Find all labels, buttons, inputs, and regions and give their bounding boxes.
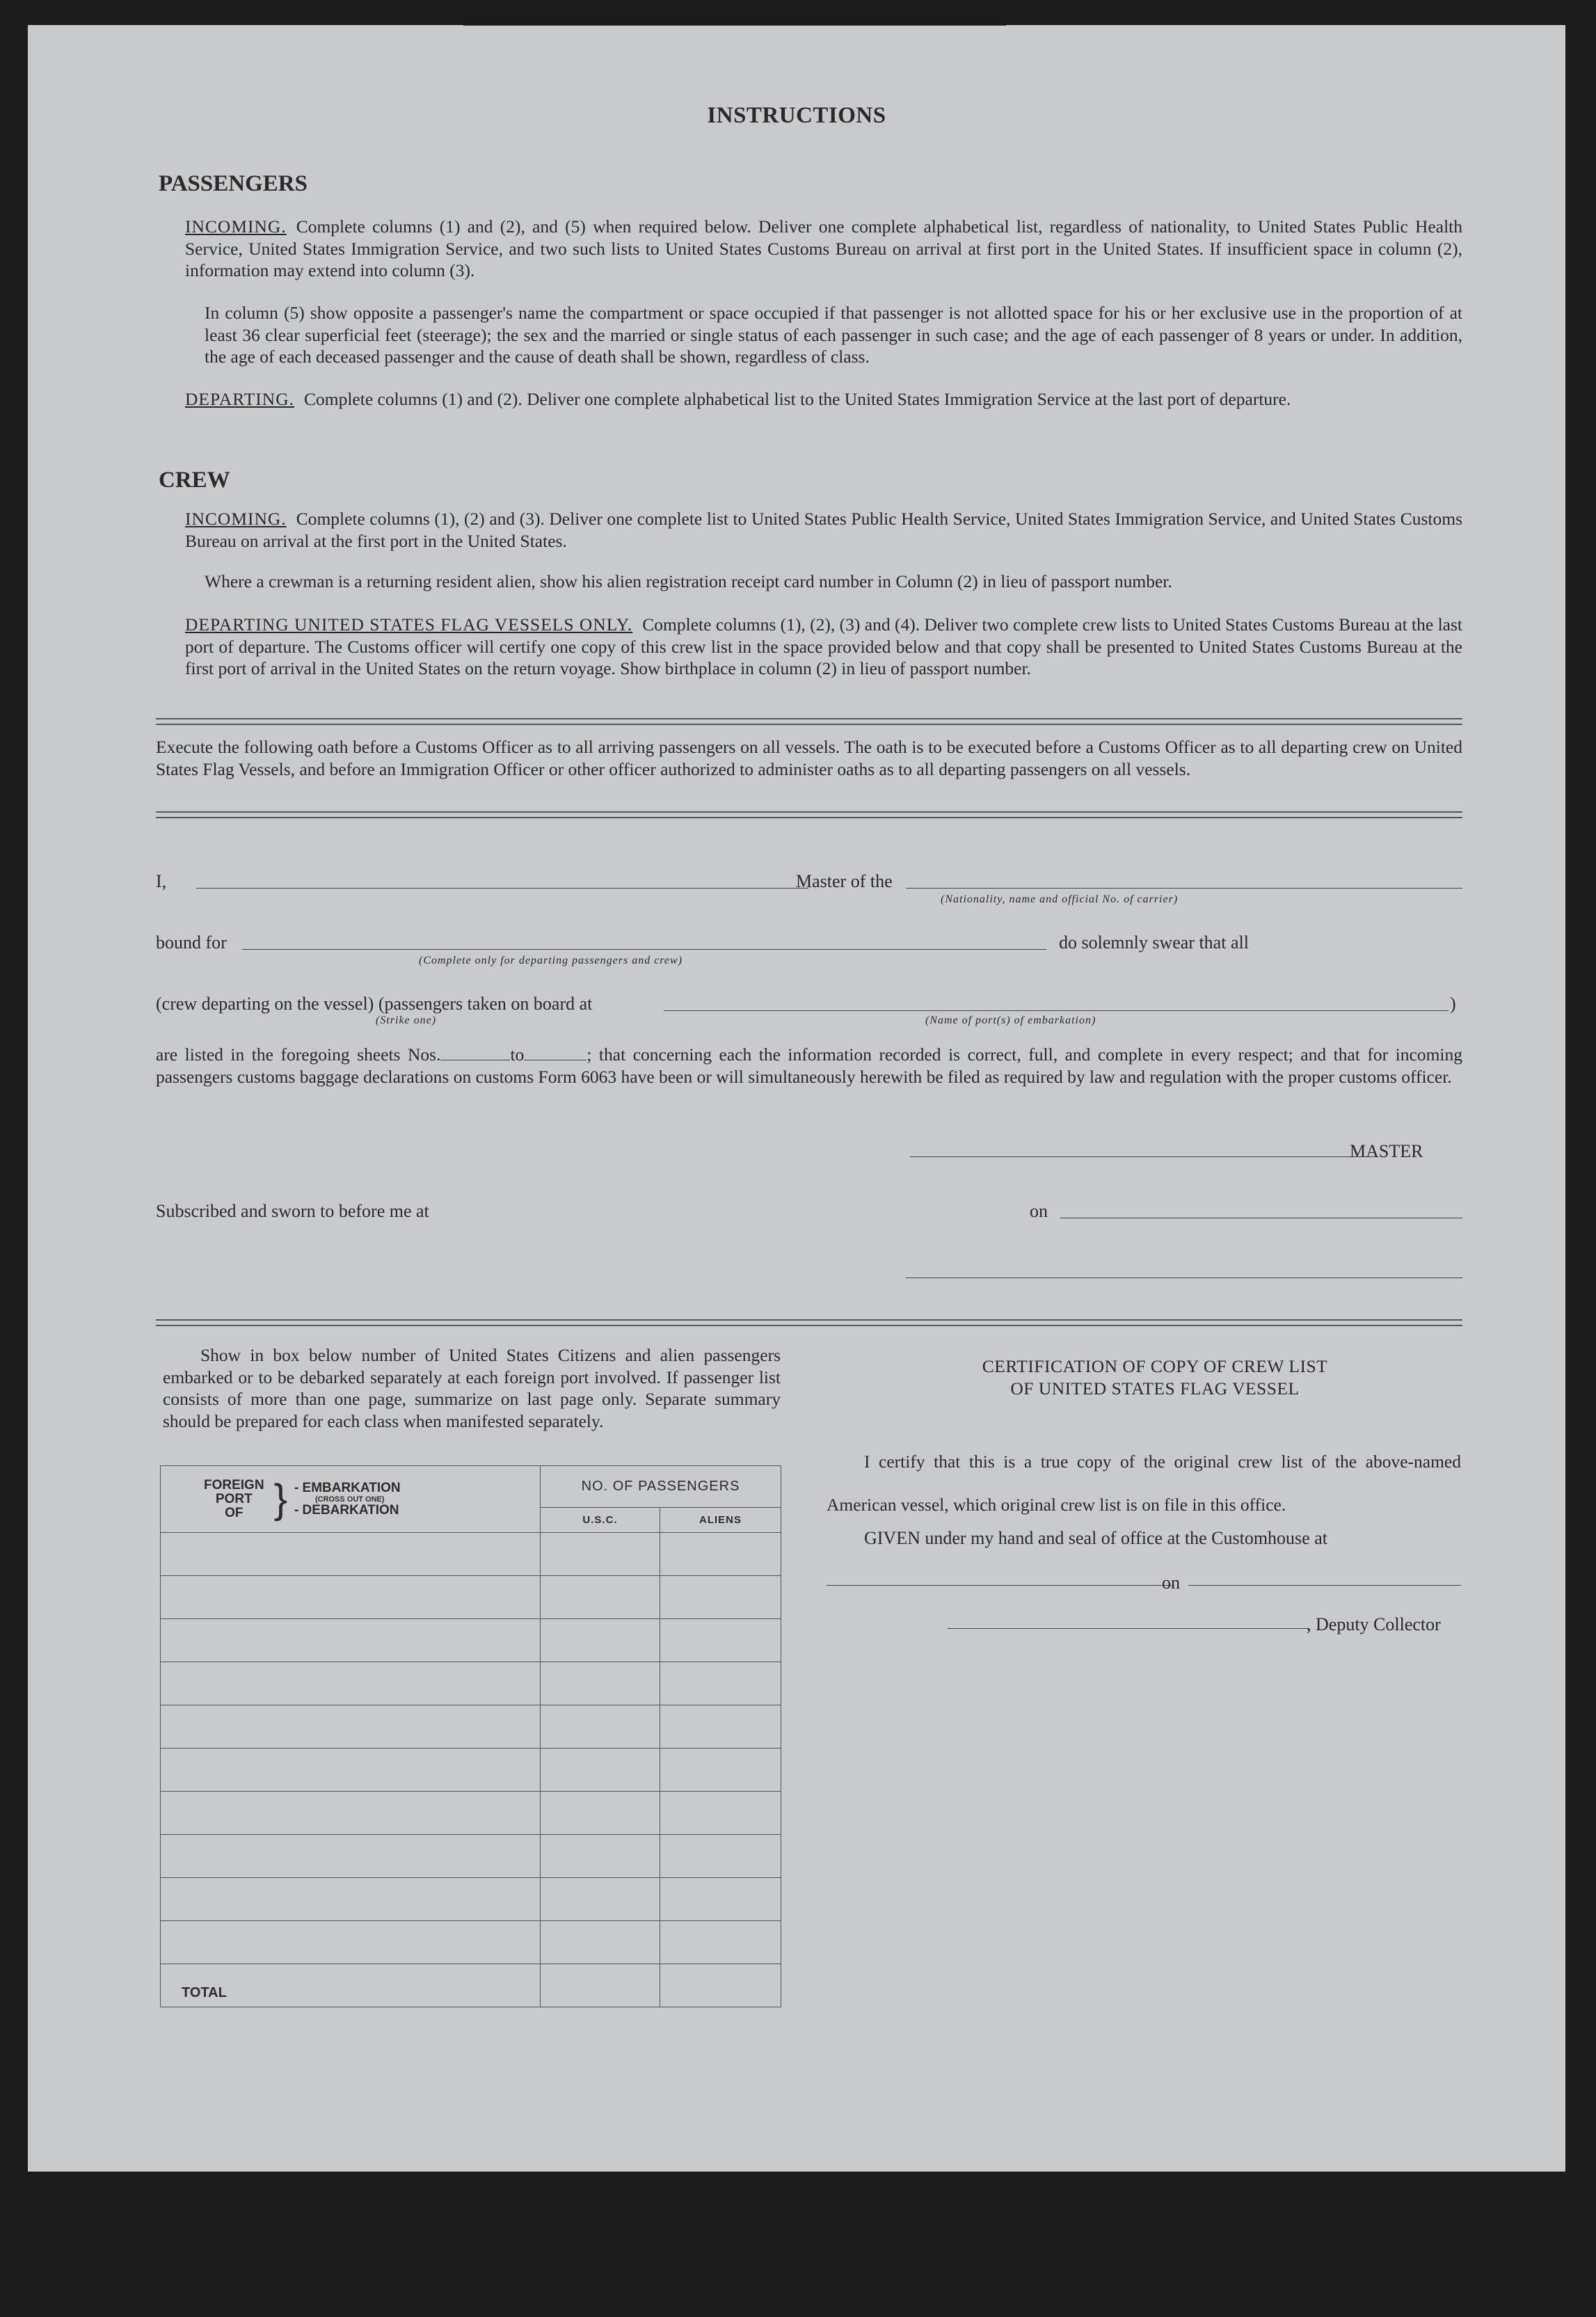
foreign-port-of [204,1479,264,1520]
passengers-departing-text: Complete columns (1) and (2). Deliver one complete alphabetical list to the United States Immigration Service at the last port of departure. [304,389,1291,409]
sheets-from-line[interactable] [440,1046,510,1060]
strike-one-caption: (Strike one) [376,1014,437,1026]
master-name-line[interactable] [196,888,808,889]
oath-solemnly-swear: do solemnly swear that all [1059,932,1249,953]
crew-incoming-label: INCOMING. [185,509,287,529]
certification-title-line2: OF UNITED STATES FLAG VESSEL [1010,1378,1300,1399]
port-header [161,1466,541,1533]
total-usc-cell[interactable] [541,1964,660,2007]
divider-rule-2 [156,811,1462,818]
listed-to: to [510,1044,525,1065]
table-row[interactable] [161,1792,781,1835]
table-row[interactable] [161,1749,781,1792]
master-signature-line[interactable] [910,1156,1375,1157]
certification-title [849,1355,1461,1399]
oath-master-of: Master of the [796,871,893,891]
sworn-place-line[interactable] [463,25,1006,26]
table-row[interactable] [161,1576,781,1619]
carrier-line[interactable] [906,888,1462,889]
brace-icon: } [273,1476,287,1522]
oath-instructions: Execute the following oath before a Customs Officer as to all arriving passengers on all vessels. The oath is to be executed before a Customs Officer as to all departing crew on United States Flag Vessels, and before an Immigration Officer or other officer authorized to administer oaths as to all departing passengers on all vessels. [156,737,1462,779]
foreign-word: FOREIGN [204,1477,264,1492]
total-aliens-cell[interactable] [660,1964,781,2007]
certification-text: I certify that this is a true copy of the original crew list of the above-named American vessel, which original crew list is on file in this office. [827,1451,1461,1515]
certification-title-line1: CERTIFICATION OF COPY OF CREW LIST [982,1356,1328,1376]
passengers-column5: In column (5) show opposite a passenger's name the compartment or space occupied if that passenger is not allotted space for his or her exclusive use in the proportion of at least 36 clear superficial feet (steerage); the sex and the married or single status of each passenger in such case; and the age of each passenger of 8 years or under. In addition, the age of each deceased passenger and the cause of death shall be shown, regardless of class. [205,303,1462,367]
crew-heading: CREW [159,468,230,493]
passengers-incoming [185,216,1462,282]
listed-prefix: are listed in the foregoing sheets Nos. [156,1044,441,1065]
instructions-title: INSTRUCTIONS [707,103,886,128]
crew-departing-text: Complete columns (1), (2), (3) and (4). Deliver two complete crew lists to United States Customs Bureau at the last port of departure. The Customs officer will certify one copy of this crew list in the space provided below and that copy shall be presented to United States Customs Bureau at the first port of arrival in the United States on the return voyage. Show birthplace in column (2) in lieu of passport number. [185,614,1462,678]
passengers-incoming-text: Complete columns (1) and (2), and (5) when required below. Deliver one complete alphabetical list, regardless of nationality, to United States Public Health Service, United States Immigration Service, and two such lists to United States Customs Bureau on arrival at first port in the United States. If insufficient space in column (2), information may extend into column (3). [185,216,1462,280]
oath-i-label: I, [156,871,167,891]
form-sheet [28,25,1565,2172]
cross-out-label: (CROSS OUT ONE) [314,1495,385,1504]
crew-incoming [185,508,1462,552]
port-word: PORT [215,1491,253,1506]
embarkation-port-line[interactable] [664,1010,1449,1011]
aliens-header: ALIENS [660,1508,781,1533]
passengers-incoming-label: INCOMING. [185,216,287,237]
of-word: OF [225,1505,244,1520]
sworn-on-label: on [1030,1201,1048,1221]
debarkation-label: - DEBARKATION [294,1502,399,1518]
total-label: TOTAL [161,1964,541,2007]
table-row[interactable] [161,1662,781,1705]
officer-signature-line[interactable] [906,1277,1462,1278]
customhouse-line[interactable] [827,1585,1174,1586]
oath-bound-for: bound for [156,932,227,953]
passengers-departing-label: DEPARTING. [185,389,294,409]
crew-resident: Where a crewman is a returning resident alien, show his alien registration receipt card number in Column (2) in lieu of passport number. [205,571,1172,591]
crew-departing-label: DEPARTING UNITED STATES FLAG VESSELS ONLY. [185,614,633,635]
table-row[interactable] [161,1878,781,1921]
embark-debark [294,1481,401,1518]
passengers-departing [185,388,1462,411]
table-row[interactable] [161,1619,781,1662]
oath-listed-paragraph [156,1044,1462,1088]
passenger-summary-table [160,1465,781,2007]
deputy-collector-label: , Deputy Collector [1307,1614,1441,1634]
port-caption: (Name of port(s) of embarkation) [925,1014,1096,1026]
embarkation-label: - EMBARKATION [294,1480,401,1495]
master-label: MASTER [1350,1141,1423,1161]
sheets-to-line[interactable] [524,1046,586,1060]
divider-rule-1 [156,718,1462,725]
passengers-heading: PASSENGERS [159,171,308,196]
no-passengers-header: NO. OF PASSENGERS [541,1466,781,1508]
oath-close-paren: ) [1450,994,1456,1014]
table-row[interactable] [161,1921,781,1964]
given-text: GIVEN under my hand and seal of office at the Customhouse at [864,1528,1327,1548]
bound-for-line[interactable] [242,949,1046,950]
table-row[interactable] [161,1835,781,1878]
listed-rest: ; that concerning each the information recorded is correct, full, and complete in every respect; and that for incoming passengers customs baggage declarations on customs Form 6063 have been or will simultaneously herewith be filed as required by law and regulation with the proper customs officer. [156,1044,1462,1087]
total-row[interactable] [161,1964,781,2007]
cert-date-line[interactable] [1188,1585,1461,1586]
oath-crew-departing: (crew departing on the vessel) (passengers taken on board at [156,994,593,1014]
nationality-caption: (Nationality, name and official No. of carrier) [941,893,1179,905]
complete-caption: (Complete only for departing passengers and crew) [419,955,683,966]
subscribed-label: Subscribed and sworn to before me at [156,1201,429,1221]
deputy-signature-line[interactable] [948,1628,1309,1629]
table-row[interactable] [161,1533,781,1576]
usc-header: U.S.C. [541,1508,660,1533]
table-row[interactable] [161,1705,781,1749]
cert-on-label: on [1162,1572,1180,1593]
crew-incoming-text: Complete columns (1), (2) and (3). Deliver one complete list to United States Public Health Service, United States Immigration Service, and United States Customs Bureau on arrival at the first port in the United States. [185,509,1462,551]
crew-departing [185,614,1462,680]
divider-rule-3 [156,1319,1462,1326]
summary-instructions: Show in box below number of United States Citizens and alien passengers embarked or to be debarked separately at each foreign port involved. If passenger list consists of more than one page, summarize on last page only. Separate summary should be prepared for each class when manifested separately. [163,1345,781,1431]
